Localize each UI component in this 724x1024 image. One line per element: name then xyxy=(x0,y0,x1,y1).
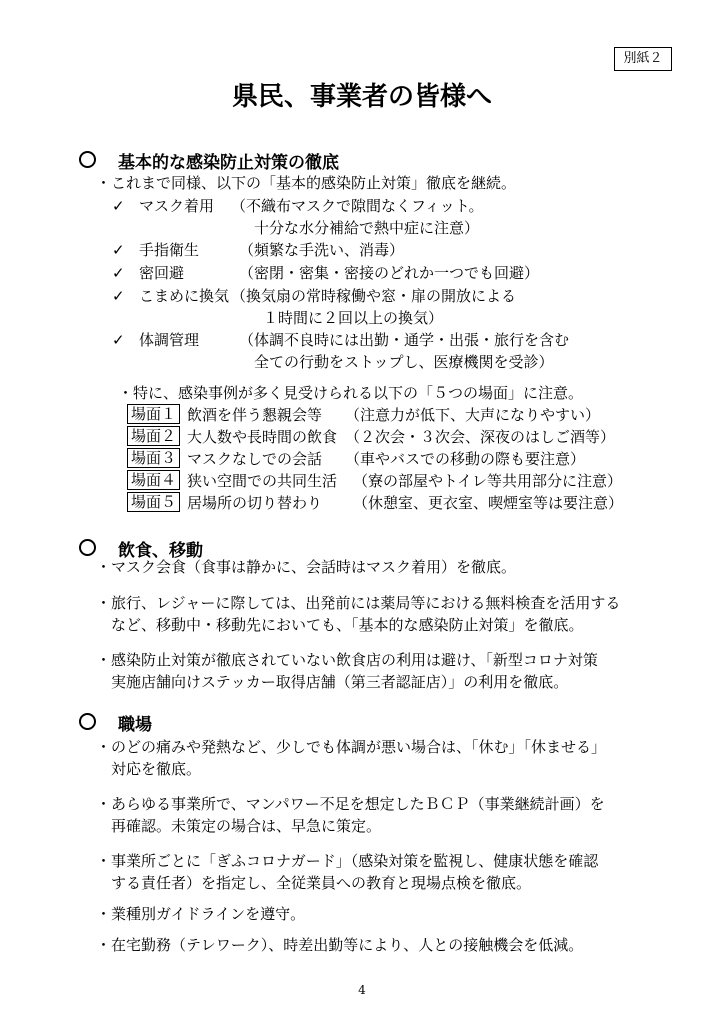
scene-name: 狭い空間での共同生活 xyxy=(187,472,338,490)
check-desc: 全ての行動をストップし、医療機関を受診） xyxy=(254,353,554,371)
check-desc: （密閉・密集・密接のどれか一つでも回避） xyxy=(239,264,540,282)
bullet-line: ・在宅勤務（テレワーク）、時差出勤等により、人との接触機会を低減。 xyxy=(96,936,584,954)
scene-name: 大人数や長時間の飲食 xyxy=(187,428,338,446)
check-desc: （不織布マスクで隙間なくフィット。 xyxy=(231,197,484,215)
scene-note: （２次会・３次会、深夜のはしご酒等） xyxy=(345,428,616,446)
bullet-line: ・マスク会食（食事は静かに、会話時はマスク着用）を徹底。 xyxy=(96,558,517,576)
scene-tag: 場面２ xyxy=(127,426,180,446)
bullet-line: ・業種別ガイドラインを遵守。 xyxy=(96,905,306,923)
checkmark-icon: ✓ xyxy=(112,331,125,349)
checkmark-icon: ✓ xyxy=(112,287,125,305)
scene-note: （車やバスでの移動の際も要注意） xyxy=(345,450,586,468)
section-circle-icon xyxy=(79,539,96,556)
check-desc: （換気扇の常時稼働や窓・扉の開放による xyxy=(231,287,517,305)
bullet-line: ・あらゆる事業所で、マンパワー不足を想定したＢＣＰ（事業継続計画）を xyxy=(96,795,605,813)
page-number: 4 xyxy=(358,983,366,997)
scene-note: （注意力が低下、大声になりやすい） xyxy=(345,406,601,424)
scene-name: 居場所の切り替わり xyxy=(187,494,323,512)
check-desc: （頻繁な手洗い、消毒） xyxy=(239,241,405,259)
check-label: こまめに換気 xyxy=(139,287,230,305)
scene-tag: 場面５ xyxy=(127,492,180,512)
bullet-line: する責任者）を指定し、全従業員への教育と現場点検を徹底。 xyxy=(111,874,532,892)
check-desc: （体調不良時には出勤・通学・出張・旅行を含む xyxy=(239,331,570,349)
scene-note: （休憩室、更衣室、喫煙室等は要注意） xyxy=(353,494,624,512)
checkmark-icon: ✓ xyxy=(112,197,125,215)
section-circle-icon xyxy=(79,151,96,168)
bullet-line: ・事業所ごとに「ぎふコロナガード」（感染対策を監視し、健康状態を確認 xyxy=(96,852,599,870)
scene-name: マスクなしでの会話 xyxy=(187,450,323,468)
checkmark-icon: ✓ xyxy=(112,264,125,282)
scene-name: 飲酒を伴う懇親会等 xyxy=(187,406,323,424)
scene-tag: 場面１ xyxy=(127,404,180,424)
bullet-line: 再確認。未策定の場合は、早急に策定。 xyxy=(111,817,382,835)
bullet-line: ・旅行、レジャーに際しては、出発前には薬局等における無料検査を活用する xyxy=(96,594,621,612)
check-label: マスク着用 xyxy=(139,197,215,215)
check-desc: 十分な水分補給で熱中症に注意） xyxy=(254,219,480,237)
scene-tag: 場面３ xyxy=(127,448,180,468)
scene-note: （寮の部屋やトイレ等共用部分に注意） xyxy=(353,472,622,490)
section-circle-icon xyxy=(79,713,96,730)
bullet-line: ・感染防止対策が徹底されていない飲食店の利用は避け、「新型コロナ対策 xyxy=(96,651,598,669)
bullet-line: 実施店舗向けステッカー取得店舗（第三者認証店）」の利用を徹底。 xyxy=(111,673,569,691)
section-heading: 基本的な感染防止対策の徹底 xyxy=(118,153,339,173)
bullet-line: など、移動中・移動先においても、「基本的な感染防止対策」を徹底。 xyxy=(111,616,584,634)
check-label: 体調管理 xyxy=(139,331,200,349)
check-desc: １時間に２回以上の換気） xyxy=(263,309,444,327)
bullet-line: 対応を徹底。 xyxy=(111,760,202,778)
section-heading: 飲食、移動 xyxy=(118,541,203,561)
check-label: 手指衛生 xyxy=(139,241,200,259)
checkmark-icon: ✓ xyxy=(112,241,125,259)
page-title: 県民、事業者の皆様へ xyxy=(231,82,492,112)
scene-tag: 場面４ xyxy=(127,470,180,490)
scenes-intro: ・特に、感染事例が多く見受けられる以下の「５つの場面」に注意。 xyxy=(118,384,584,402)
section-intro: ・これまで同様、以下の「基本的感染防止対策」徹底を継続。 xyxy=(96,174,517,192)
section-heading: 職場 xyxy=(118,715,152,735)
attachment-label: 別紙２ xyxy=(614,47,672,71)
bullet-line: ・のどの痛みや発熱など、少しでも体調が悪い場合は、「休む」「休ませる」 xyxy=(96,738,607,756)
check-label: 密回避 xyxy=(139,264,185,282)
